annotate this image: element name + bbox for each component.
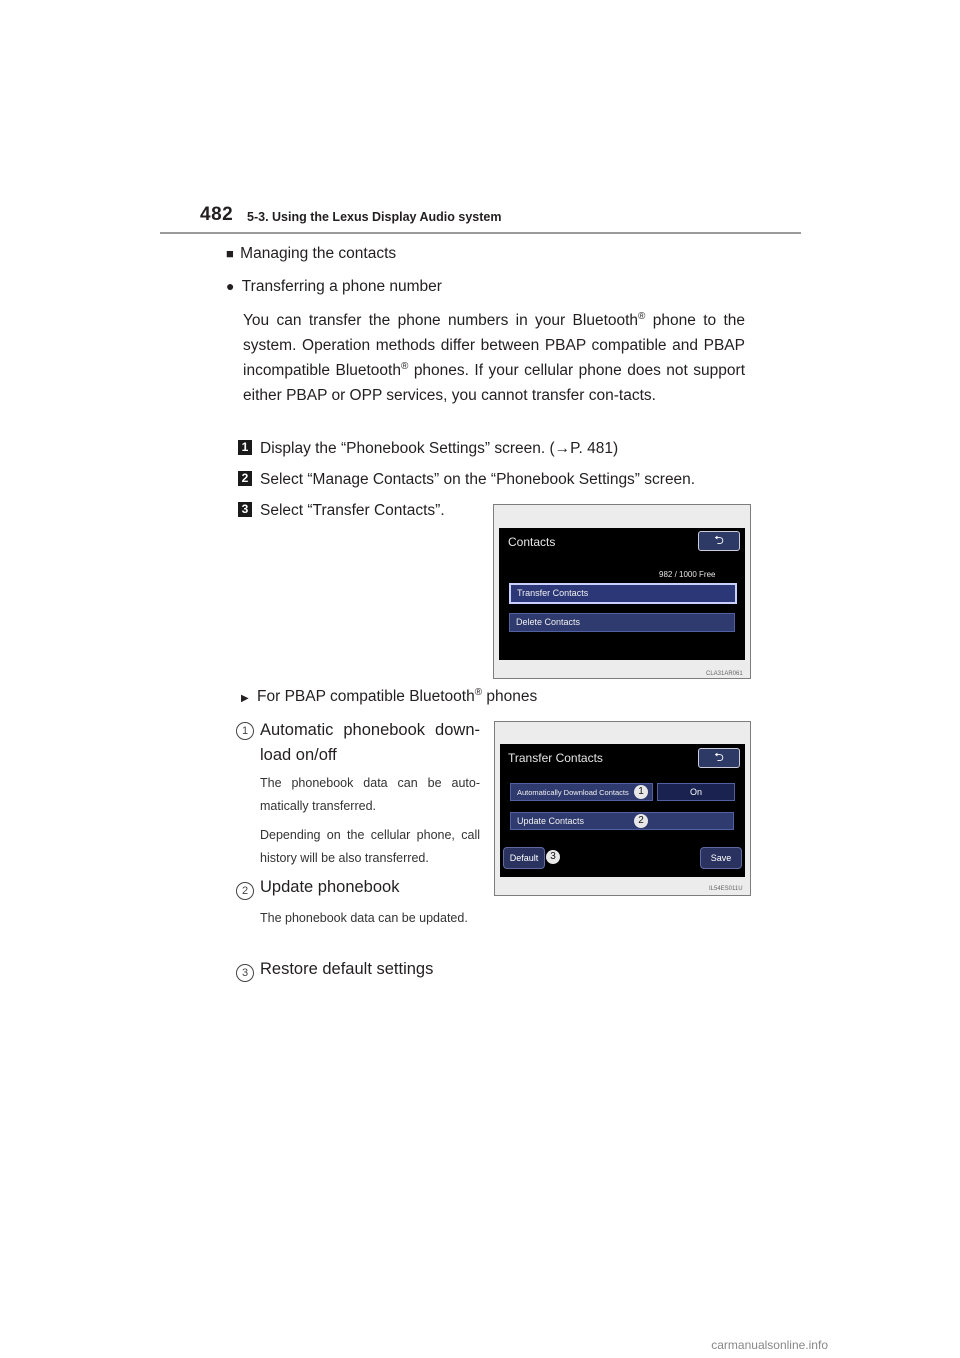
watermark-bar [0,1332,960,1358]
header-divider [160,232,801,234]
marker-1: 1 [634,785,648,799]
on-toggle[interactable]: On [657,783,735,801]
transfer-contacts-button[interactable]: Transfer Contacts [509,583,737,604]
image-code: CLA31AR061 [706,671,743,677]
item-number-3: 3 [236,964,254,982]
marker-3: 3 [546,850,560,864]
item-number-1: 1 [236,722,254,740]
intro-part-3: phones. If your cellular phone does not support either PBAP or OPP services, you cannot transfer con-tacts. [243,362,746,404]
step-text-1: Display the “Phonebook Settings” screen. (→P. 481) [260,440,619,457]
auto-download-button[interactable]: Automatically Download Contacts [510,783,653,801]
pbap-text: For PBAP compatible Bluetooth [257,688,475,705]
delete-contacts-button[interactable]: Delete Contacts [509,613,735,632]
screen-title: Transfer Contacts [508,751,603,765]
image-code: IL54ES011U [709,886,743,892]
save-button[interactable]: Save [700,847,742,869]
step-number-3: 3 [238,502,252,517]
item-note-1b: Depending on the cellular phone, call history will be also transferred. [260,828,480,865]
section-title: 5-3. Using the Lexus Display Audio system [247,210,502,224]
item-title-1: Automatic phonebook down-load on/off [260,721,480,764]
update-contacts-button[interactable]: Update Contacts [510,812,734,830]
marker-2: 2 [634,814,648,828]
item-note-2: The phonebook data can be updated. [260,911,468,925]
item-note-1a: The phonebook data can be auto-matically transferred. [260,776,480,813]
step-number-1: 1 [238,440,252,455]
heading-row [226,244,396,264]
subheading-row [226,276,442,297]
transfer-contacts-screenshot [494,721,751,896]
pbap-text-post: phones [482,688,538,705]
capacity-text: 982 / 1000 Free [659,570,716,579]
intro-part-2: phone to the system. Operation methods differ between PBAP compatible and PBAP incompatible Bluetooth [243,312,746,379]
registered-mark: ® [400,360,409,372]
subheading: Transferring a phone number [241,278,442,295]
item-number-2: 2 [236,882,254,900]
default-button[interactable]: Default [503,847,545,869]
intro-part-1: You can transfer the phone numbers in your Bluetooth [243,312,639,329]
item-title-2: Update phonebook [260,878,400,896]
step-number-2: 2 [238,471,252,486]
section-heading: Managing the contacts [240,245,397,262]
round-bullet-icon: ● [226,278,235,294]
registered-mark: ® [474,686,483,698]
screen-title: Contacts [508,535,556,549]
page-number: 482 [200,204,234,225]
back-arrow-icon[interactable]: ⮌ [698,748,740,768]
step-text-2: Select “Manage Contacts” on the “Phonebook Settings” screen. [260,471,696,488]
back-arrow-icon[interactable]: ⮌ [698,531,740,551]
step-text-3: Select “Transfer Contacts”. [260,502,445,519]
triangle-bullet-icon: ▶ [241,693,249,704]
registered-mark: ® [638,310,646,322]
intro-paragraph [243,308,745,408]
square-bullet-icon: ■ [226,246,234,261]
contacts-screenshot [493,504,751,679]
watermark-text[interactable]: carmanualsonline.info [711,1338,828,1352]
item-title-3: Restore default settings [260,960,434,978]
pbap-line [241,687,537,709]
